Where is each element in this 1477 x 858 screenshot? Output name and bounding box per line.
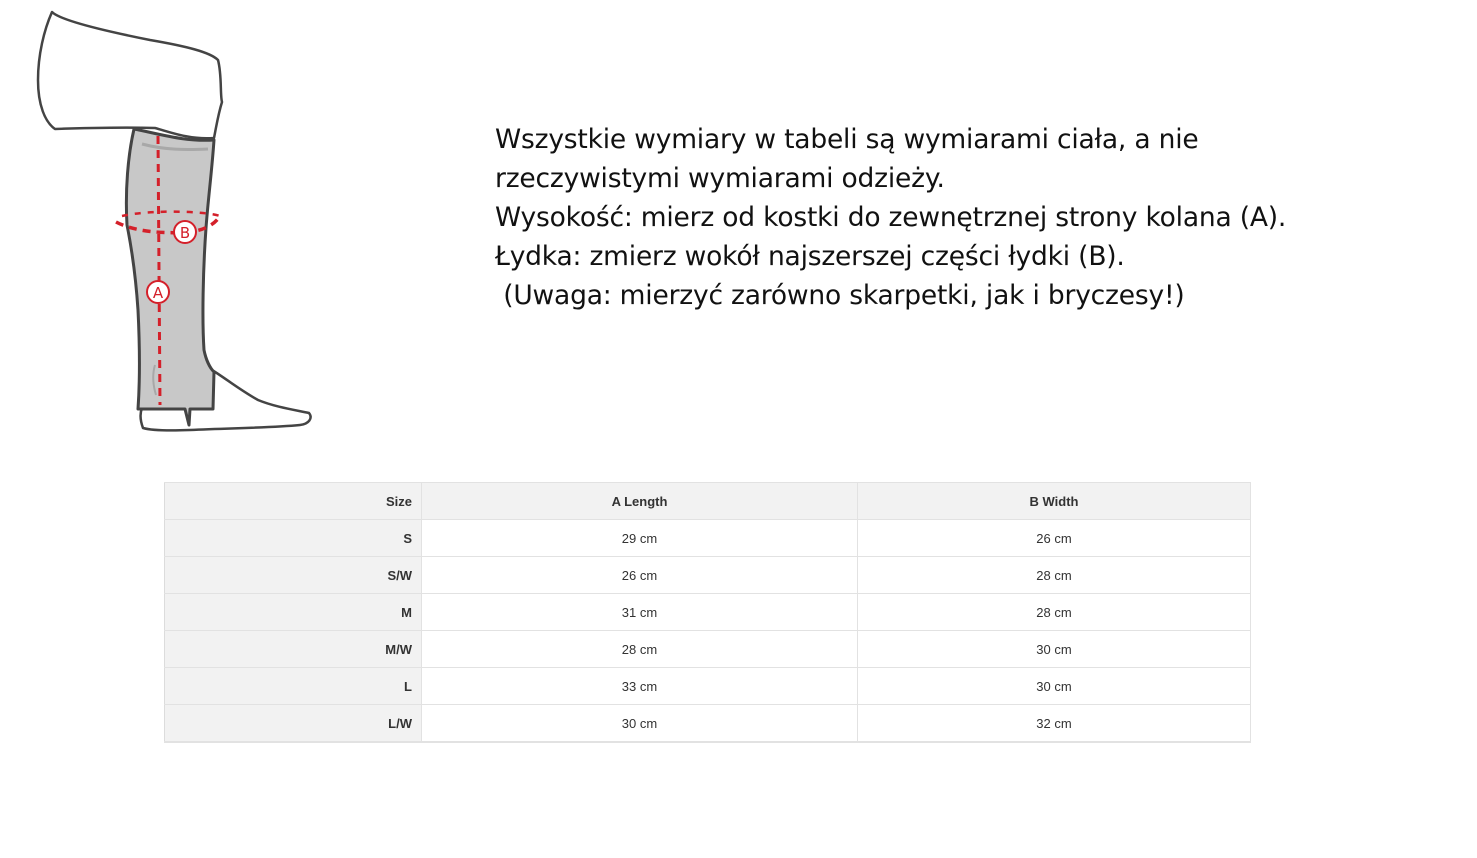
- table-row: [165, 557, 1251, 594]
- table-row: [165, 520, 1251, 557]
- thigh-outline: [38, 12, 222, 138]
- size-cell: S/W: [165, 557, 422, 594]
- size-cell: M/W: [165, 631, 422, 668]
- size-cell: L: [165, 668, 422, 705]
- width-cell: 32 cm: [858, 705, 1251, 743]
- table-row: [165, 631, 1251, 668]
- length-cell: 28 cm: [422, 631, 858, 668]
- marker-b-label: B: [179, 224, 191, 242]
- length-cell: 31 cm: [422, 594, 858, 631]
- length-cell: 29 cm: [422, 520, 858, 557]
- header-b-width: B Width: [858, 483, 1251, 520]
- size-table: [164, 482, 1251, 743]
- width-cell: 30 cm: [858, 668, 1251, 705]
- measurement-instructions: [495, 120, 1455, 315]
- table-header-row: [165, 483, 1251, 520]
- width-cell: 30 cm: [858, 631, 1251, 668]
- size-cell: M: [165, 594, 422, 631]
- length-cell: 30 cm: [422, 705, 858, 743]
- header-size: Size: [165, 483, 422, 520]
- size-cell: L/W: [165, 705, 422, 743]
- size-chart: [164, 482, 1250, 743]
- instruction-line: Wysokość: mierz od kostki do zewnętrznej strony kolana (A).: [495, 202, 1287, 233]
- width-cell: 26 cm: [858, 520, 1251, 557]
- leg-measurement-diagram: [0, 0, 330, 445]
- width-cell: 28 cm: [858, 594, 1251, 631]
- header-a-length: A Length: [422, 483, 858, 520]
- instruction-line: (Uwaga: mierzyć zarówno skarpetki, jak i bryczesy!): [495, 280, 1185, 311]
- length-cell: 33 cm: [422, 668, 858, 705]
- width-cell: 28 cm: [858, 557, 1251, 594]
- size-cell: S: [165, 520, 422, 557]
- marker-a-label: A: [152, 284, 164, 302]
- table-row: [165, 594, 1251, 631]
- table-row: [165, 705, 1251, 743]
- length-cell: 26 cm: [422, 557, 858, 594]
- table-row: [165, 668, 1251, 705]
- instruction-line: Łydka: zmierz wokół najszerszej części łydki (B).: [495, 241, 1125, 272]
- half-chap-shape: [126, 129, 214, 425]
- instruction-line: rzeczywistymi wymiarami odzieży.: [495, 163, 945, 194]
- instruction-line: Wszystkie wymiary w tabeli są wymiarami ciała, a nie: [495, 124, 1199, 155]
